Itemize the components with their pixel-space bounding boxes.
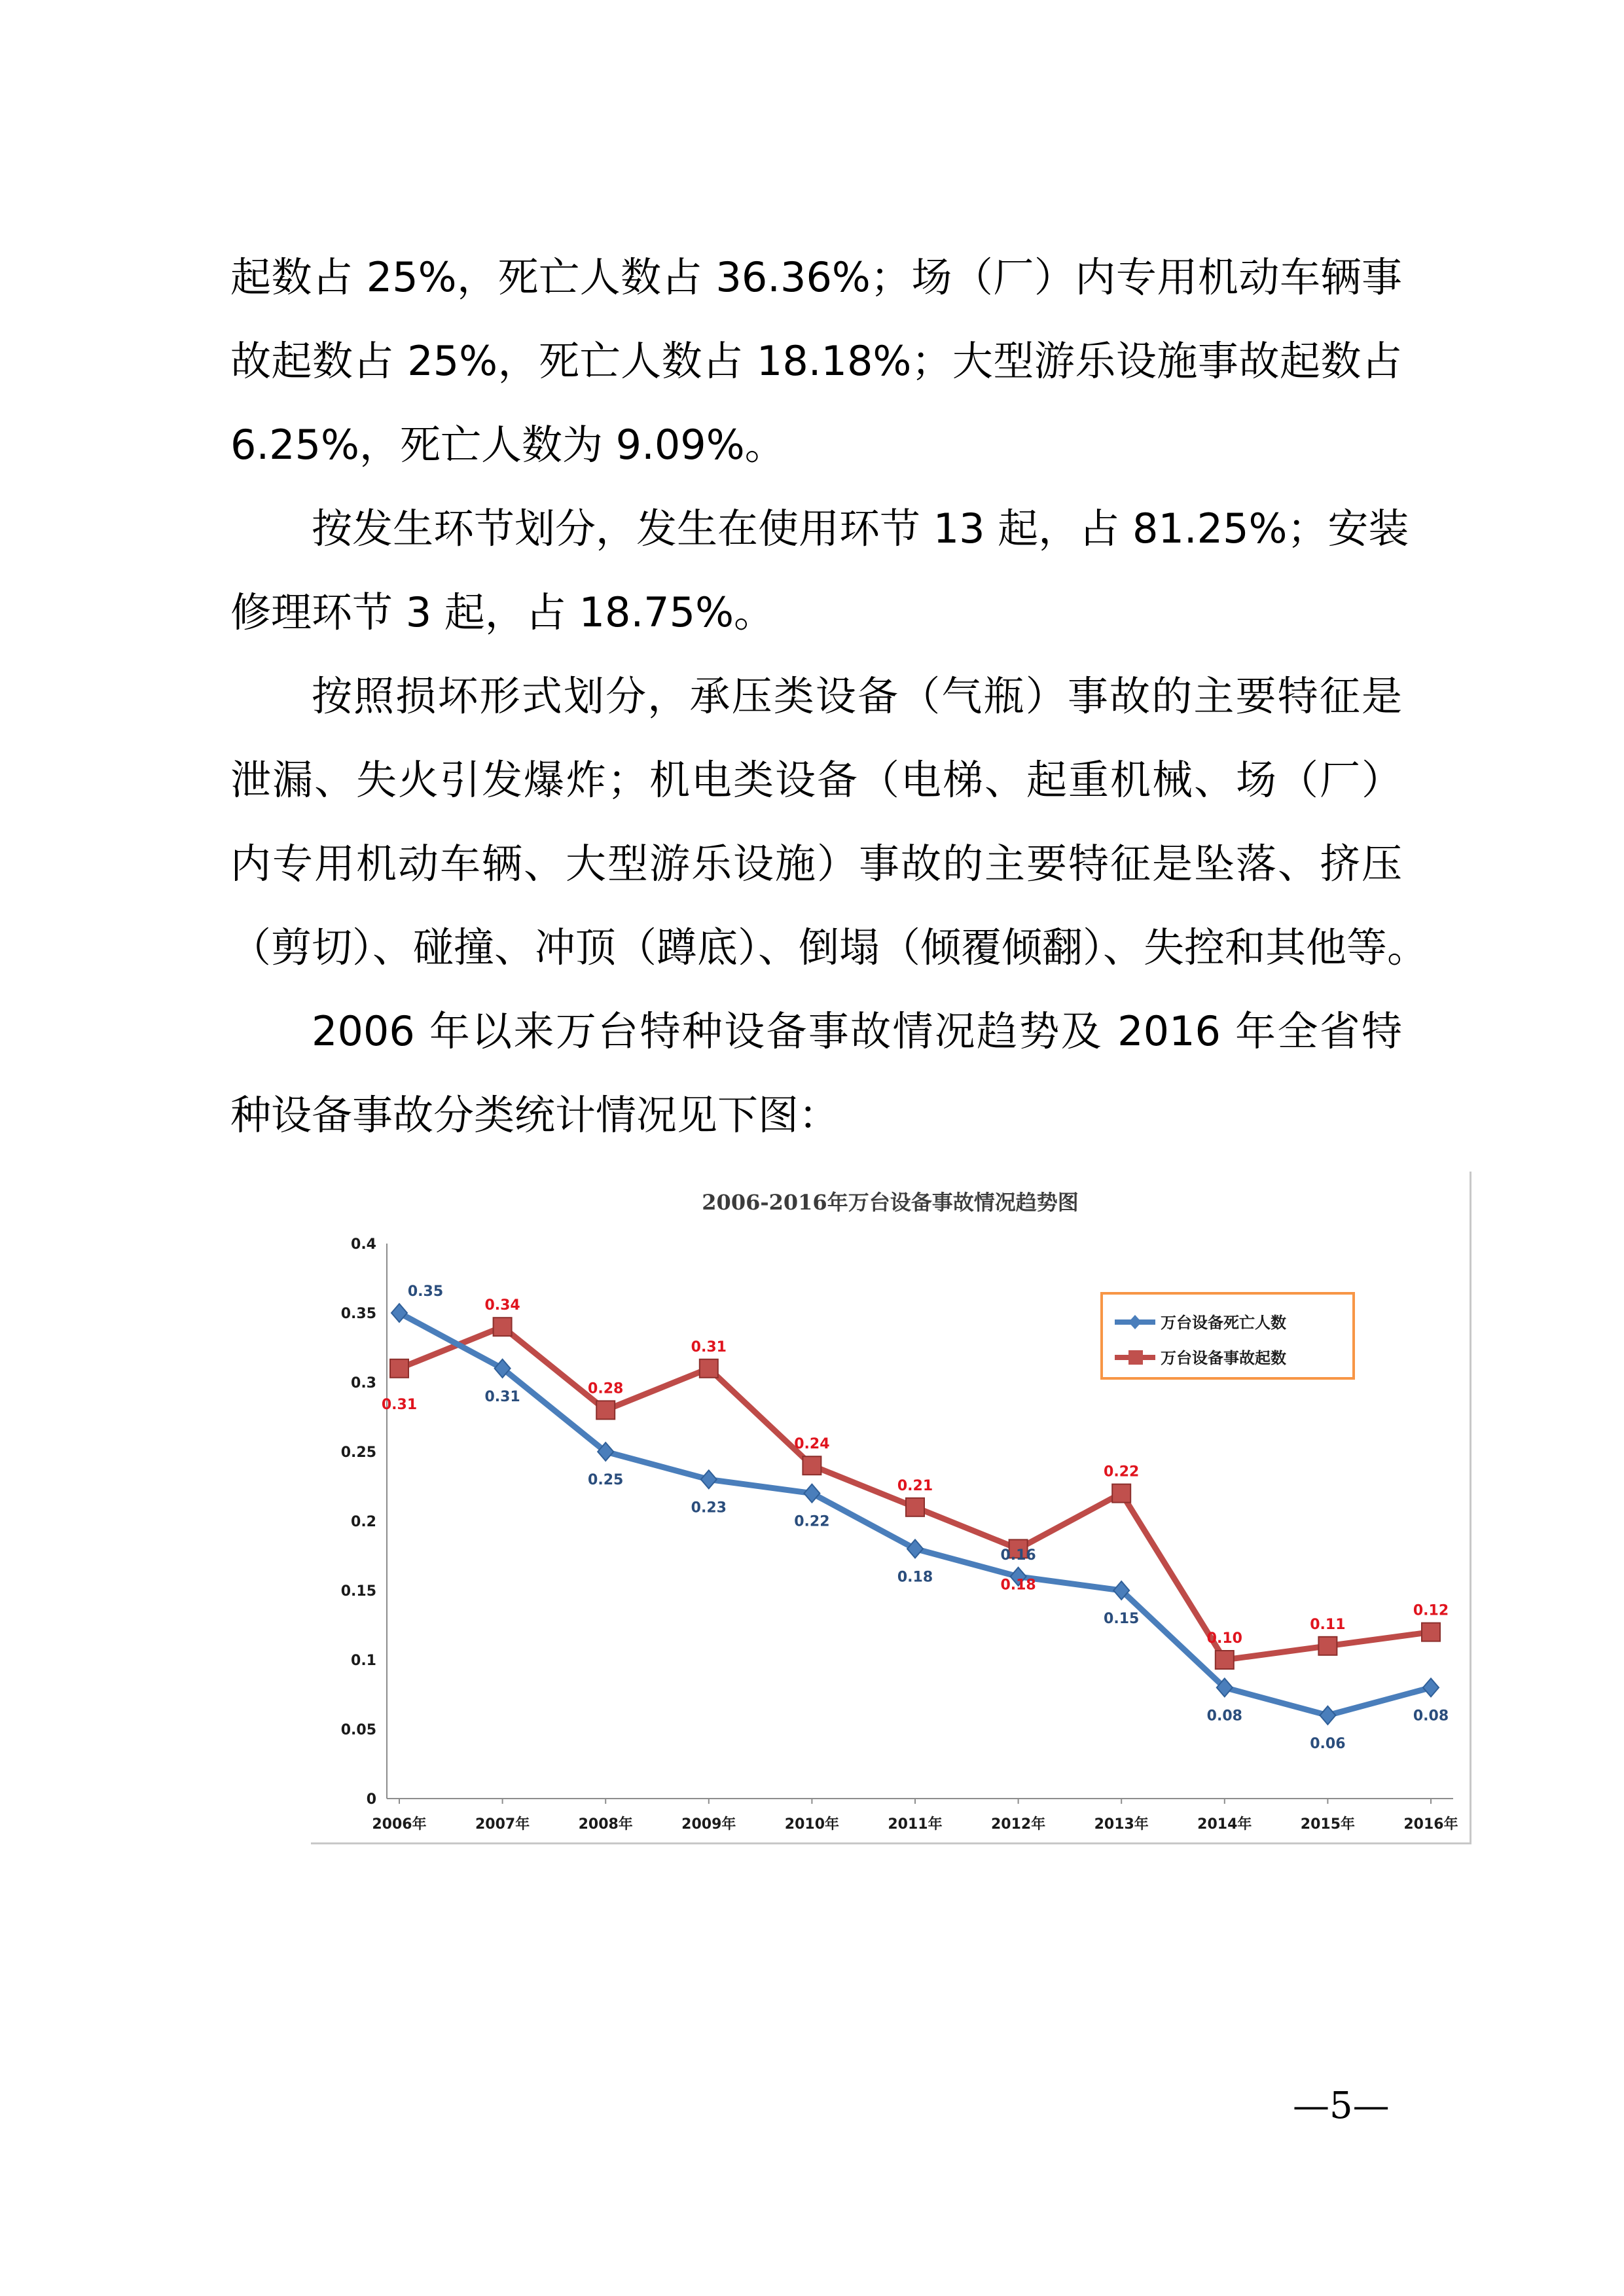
chart-legend [1102,1293,1354,1378]
point-accidents [803,1456,821,1475]
y-tick-label: 0.3 [351,1375,376,1391]
data-label-deaths: 0.18 [897,1569,933,1586]
text-line-6: 按照损坏形式划分，承压类设备（气瓶）事故的主要特征是 [312,672,1402,720]
point-accidents [700,1359,718,1378]
point-deaths [391,1304,407,1322]
x-tick-label: 2014年 [1197,1816,1252,1833]
point-accidents [390,1359,408,1378]
data-label-accidents: 0.24 [794,1436,830,1453]
x-tick-label: 2013年 [1094,1816,1149,1833]
y-tick-label: 0.2 [351,1514,376,1530]
y-tick-label: 0.05 [340,1722,376,1738]
data-label-deaths: 0.23 [691,1499,727,1516]
text-line-5: 修理环节 3 起，占 18.75%。 [230,588,774,636]
text-line-10: 2006 年以来万台特种设备事故情况趋势及 2016 年全省特 [312,1007,1402,1055]
x-tick-label: 2012年 [990,1816,1046,1833]
text-line-4: 按发生环节划分，发生在使用环节 13 起，占 81.25%；安装 [312,505,1409,552]
data-label-deaths: 0.08 [1206,1708,1242,1725]
point-accidents [906,1498,924,1516]
data-label-accidents: 0.34 [484,1297,520,1314]
point-deaths [1423,1678,1439,1696]
point-deaths [1320,1706,1335,1725]
data-label-deaths: 0.06 [1310,1735,1346,1752]
text-line-7: 泄漏、失火引发爆炸；机电类设备（电梯、起重机械、场（厂） [230,756,1402,804]
x-tick-label: 2015年 [1300,1816,1356,1833]
data-label-accidents: 0.28 [588,1380,624,1397]
data-label-accidents: 0.18 [1000,1577,1036,1594]
data-label-deaths: 0.15 [1104,1611,1140,1627]
chart-title: 2006-2016年万台设备事故情况趋势图 [702,1190,1079,1215]
page-number: —5— [1293,2085,1390,2127]
data-label-accidents: 0.12 [1413,1602,1449,1619]
legend-label: 万台设备事故起数 [1161,1349,1286,1367]
y-tick-label: 0.4 [351,1236,376,1253]
data-label-deaths: 0.16 [1000,1547,1036,1564]
y-tick-label: 0.15 [340,1583,376,1600]
legend-swatch-marker [1128,1350,1143,1365]
point-deaths [804,1484,820,1503]
point-accidents [494,1318,512,1336]
data-label-deaths: 0.08 [1413,1708,1449,1725]
point-deaths [701,1470,717,1488]
y-tick-label: 0.35 [340,1306,376,1322]
data-label-deaths: 0.31 [484,1388,520,1405]
data-label-accidents: 0.31 [381,1396,418,1413]
trend-chart-svg [311,1172,1470,1842]
legend-label: 万台设备死亡人数 [1161,1314,1286,1332]
data-label-deaths: 0.25 [588,1472,624,1488]
point-accidents [1422,1623,1440,1641]
x-tick-label: 2010年 [784,1816,840,1833]
text-line-11: 种设备事故分类统计情况见下图： [230,1091,840,1139]
text-line-1: 起数占 25%，死亡人数占 36.36%；场（厂）内专用机动车辆事 [230,253,1402,301]
data-label-deaths: 0.35 [407,1283,444,1300]
trend-chart [311,1172,1471,1844]
point-deaths [907,1539,923,1558]
data-label-accidents: 0.10 [1206,1630,1242,1647]
data-label-accidents: 0.11 [1310,1616,1346,1633]
x-tick-label: 2008年 [578,1816,633,1833]
text-line-8: 内专用机动车辆、大型游乐设施）事故的主要特征是坠落、挤压 [230,840,1402,888]
y-tick-label: 0 [366,1791,376,1808]
data-label-deaths: 0.22 [794,1513,830,1530]
x-tick-label: 2016年 [1403,1816,1458,1833]
data-label-accidents: 0.31 [691,1338,727,1355]
data-label-accidents: 0.22 [1104,1463,1140,1480]
x-tick-label: 2009年 [681,1816,736,1833]
y-tick-label: 0.1 [351,1653,376,1669]
y-tick-label: 0.25 [340,1444,376,1461]
point-accidents [1112,1484,1130,1503]
x-tick-label: 2007年 [475,1816,530,1833]
data-label-accidents: 0.21 [897,1477,933,1494]
text-line-3: 6.25%，死亡人数为 9.09%。 [230,421,785,469]
point-accidents [1318,1637,1337,1655]
text-line-2: 故起数占 25%，死亡人数占 18.18%；大型游乐设施事故起数占 [230,337,1402,385]
point-accidents [596,1401,615,1419]
x-tick-label: 2011年 [888,1816,943,1833]
x-tick-label: 2006年 [372,1816,427,1833]
text-line-9: （剪切）、碰撞、冲顶（蹲底）、倒塌（倾覆倾翻）、失控和其他等。 [230,924,1428,971]
point-accidents [1216,1651,1234,1669]
